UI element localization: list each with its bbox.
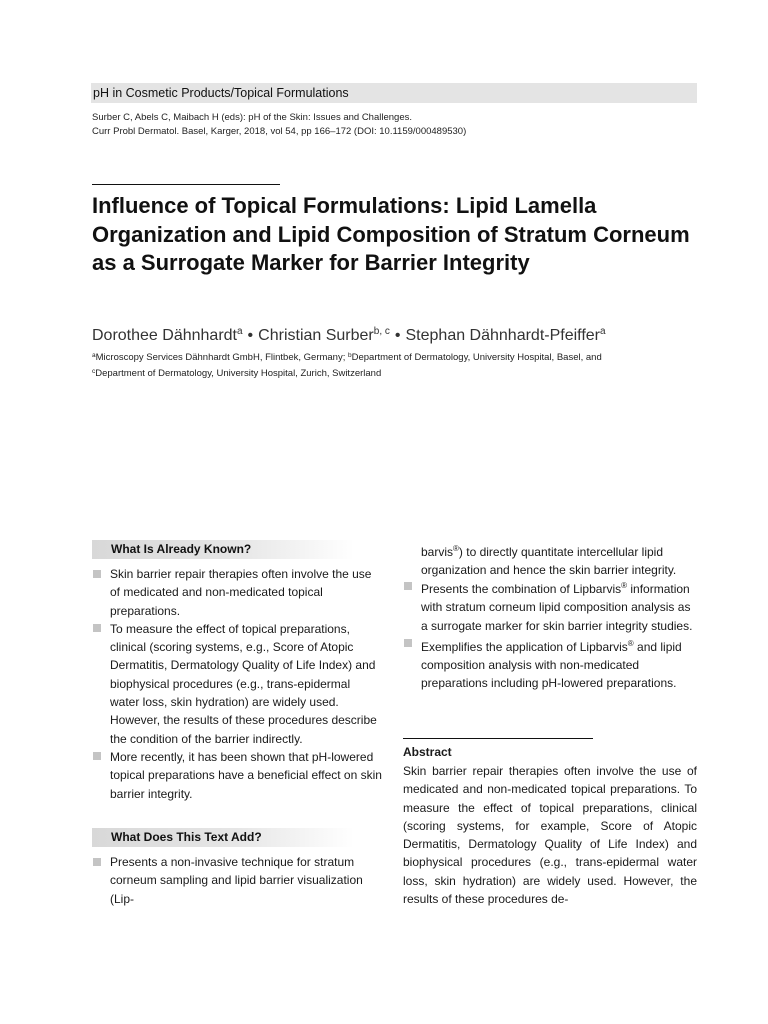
- author-separator: •: [247, 327, 254, 344]
- affiliation-mark: a: [92, 352, 96, 359]
- registered-mark: ®: [453, 544, 459, 553]
- affiliations: [92, 349, 692, 381]
- adds-item-text: information with stratum corneum lipid composition analysis as a surrogate marker for skin barrier integrity studies.: [421, 582, 693, 633]
- title-rule: [92, 184, 280, 185]
- list-item: [92, 565, 382, 620]
- bullet-square-icon: [93, 570, 101, 578]
- adds-list: [92, 853, 382, 908]
- affiliation-line: [92, 349, 692, 365]
- author-name: Stephan Dähnhardt-Pfeiffer: [405, 327, 600, 344]
- bullet-square-icon: [404, 639, 412, 647]
- section-header: pH in Cosmetic Products/Topical Formulations: [91, 83, 697, 103]
- bullet-square-icon: [93, 858, 101, 866]
- list-item: [403, 635, 697, 693]
- bullet-square-icon: [404, 582, 412, 590]
- list-item: [92, 620, 382, 748]
- author-affiliation-mark: a: [236, 326, 243, 337]
- author-affiliation-mark: a: [600, 326, 606, 337]
- adds-heading: What Does This Text Add?: [92, 828, 354, 847]
- list-item: [403, 577, 697, 635]
- adds-item-text: Presents a non-invasive technique for stratum corneum sampling and lipid barrier visualization (Lip-: [110, 855, 363, 906]
- adds-item-text: Presents the combination of Lipbarvis: [421, 582, 622, 596]
- article-title: Influence of Topical Formulations: Lipid Lamella Organization and Lipid Composition of Stratum Corneum as a Surrogate Marker for Barrier Integrity: [92, 193, 690, 276]
- affiliation-mark: c: [92, 368, 96, 375]
- bullet-square-icon: [93, 624, 101, 632]
- affiliation-b: Department of Dermatology, University Hospital, Basel, and: [351, 352, 602, 363]
- abstract-rule: [403, 738, 593, 739]
- known-heading: What Is Already Known?: [92, 540, 354, 559]
- adds-item-text: and lipid composition analysis with non-medicated preparations including pH-lowered preparations.: [421, 639, 682, 691]
- registered-mark: ®: [621, 581, 628, 590]
- affiliation-mark: b: [348, 352, 352, 359]
- affiliation-line: [92, 365, 692, 381]
- continuation-text: barvis: [421, 545, 454, 559]
- abstract-text: Skin barrier repair therapies often involve the use of medicated and non-medicated topical preparations. To measure the effect of topical preparations, clinical (scoring systems, for example, Score of Atopic Dermatitis, Dermatology Quality of Life Index) and biophysical procedures (e.g., trans-epidermal water loss, skin hydration) are widely used. However, the results of these procedures de-: [403, 764, 697, 907]
- bullet-square-icon: [93, 752, 101, 760]
- author-affiliation-mark: b, c: [373, 326, 390, 337]
- author-name: Christian Surber: [258, 327, 374, 344]
- citation-line: Surber C, Abels C, Maibach H (eds): pH of the Skin: Issues and Challenges.: [92, 112, 412, 123]
- author-separator: •: [394, 327, 401, 344]
- list-item: [92, 853, 382, 908]
- affiliation-a: Microscopy Services Dähnhardt GmbH, Flintbek, Germany;: [95, 352, 348, 363]
- affiliation-c: Department of Dermatology, University Hospital, Zurich, Switzerland: [95, 368, 382, 379]
- adds-list-continued: [403, 577, 697, 693]
- author-name: Dorothee Dähnhardt: [92, 327, 237, 344]
- known-list: [92, 565, 382, 803]
- list-item: [92, 748, 382, 803]
- known-item-text: Skin barrier repair therapies often involve the use of medicated and non-medicated topical preparations.: [110, 567, 372, 618]
- known-item-text: More recently, it has been shown that pH-lowered topical preparations have a beneficial effect on skin barrier integrity.: [110, 749, 382, 801]
- abstract-heading: Abstract: [403, 745, 452, 759]
- author-list: [92, 321, 606, 347]
- continuation-text: ) to directly quantitate intercellular lipid organization and hence the skin barrier integrity.: [421, 545, 677, 578]
- citation: [92, 111, 466, 139]
- adds-item-continuation: [421, 540, 697, 580]
- citation-line: Curr Probl Dermatol. Basel, Karger, 2018, vol 54, pp 166–172 (DOI: 10.1159/000489530): [92, 126, 467, 137]
- known-item-text: To measure the effect of topical preparations, clinical (scoring systems, e.g., Score of Atopic Dermatitis, Dermatology Quality of Life Index) and biophysical procedures (e.g., trans-epidermal water loss, skin hydration) are widely used. However, the results of these procedures describe the condition of the barrier indirectly.: [110, 621, 377, 746]
- registered-mark: ®: [627, 638, 634, 648]
- adds-item-text: Exemplifies the application of Lipbarvis: [421, 639, 628, 654]
